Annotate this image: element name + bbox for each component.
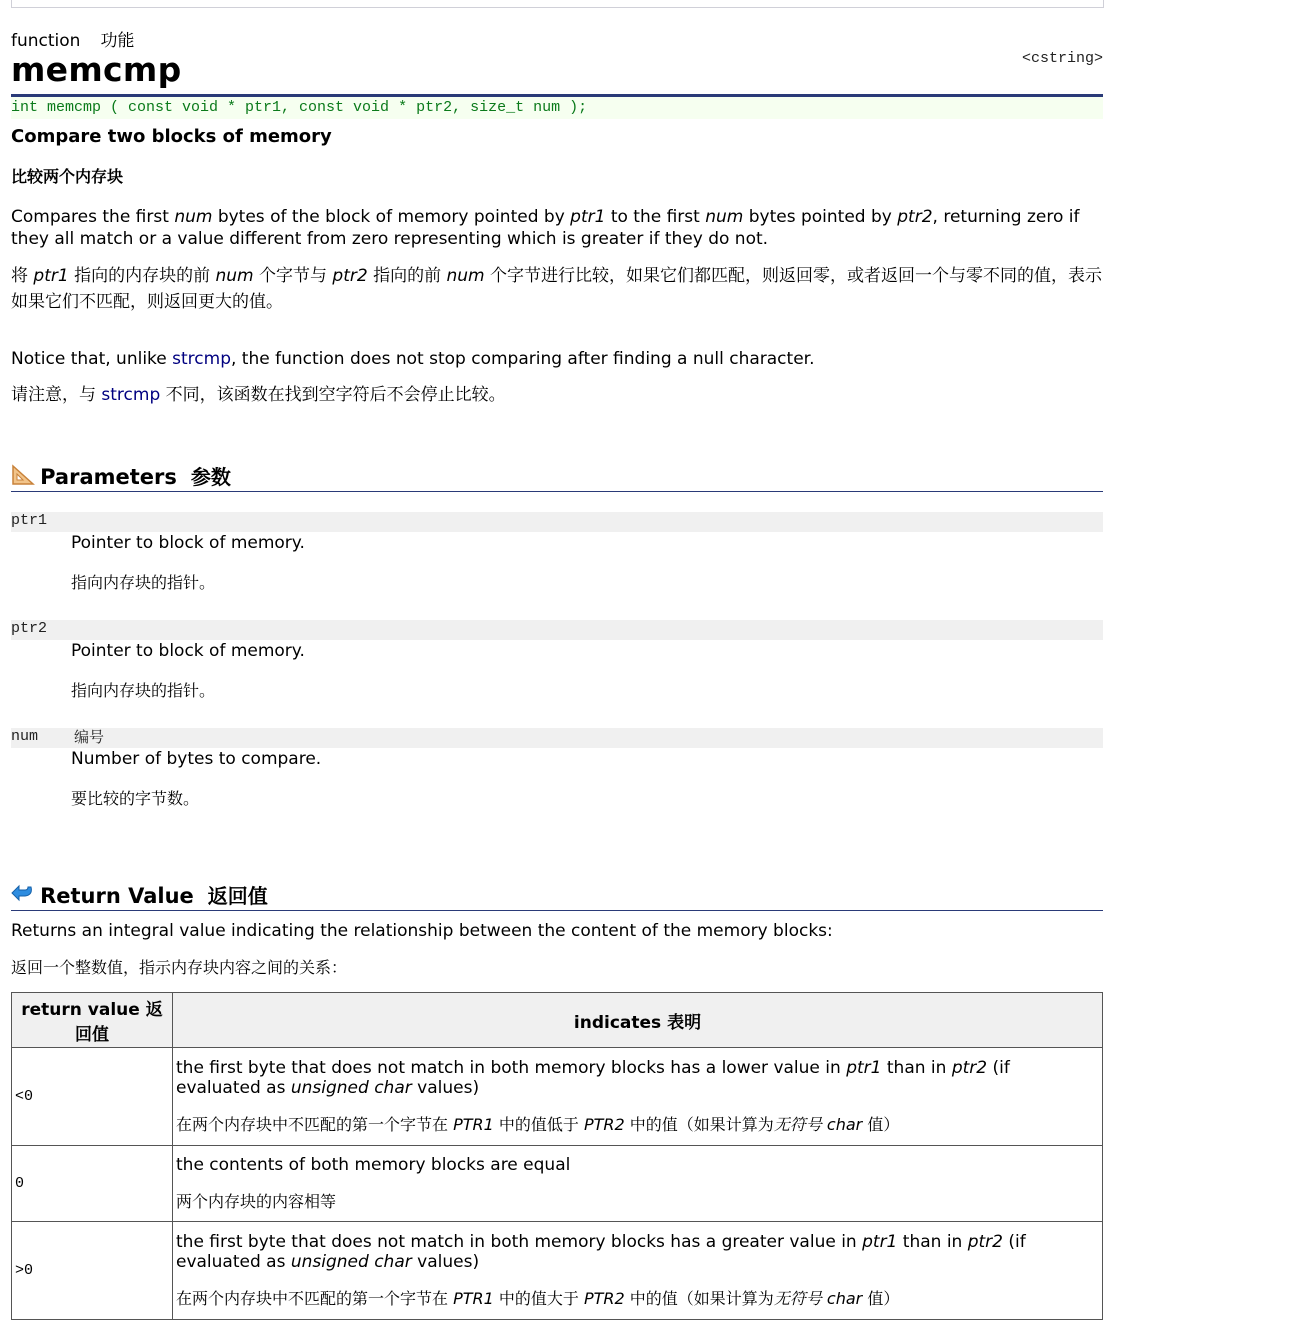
text: (if evaluated as [176,1232,1026,1272]
text: values) [411,1252,480,1272]
param-name: num [11,728,39,745]
ruler-triangle-icon [11,462,35,486]
text: 值） [862,1115,900,1134]
param-desc-zh: 指向内存块的指针。 [71,573,216,592]
header-library-link[interactable]: <cstring> [1021,50,1103,67]
return-arrow-icon [11,881,35,905]
summary-en: Compare two blocks of memory [11,126,332,147]
param-ref: ptr2 [951,1058,988,1078]
entity-kind-zh: 功能 [100,31,135,51]
return-value-rule [11,910,1103,911]
param-ref: ptr1 [846,1058,882,1078]
type-ref: unsigned char [290,1078,412,1098]
return-value-cell: <0 [12,1048,173,1146]
indicates-zh: 两个内存块的内容相等 [176,1192,337,1211]
param-ref: num [174,207,213,227]
param-ref: PTR2 [584,1289,625,1308]
text: 在两个内存块中不匹配的第一个字节在 [176,1115,454,1134]
column-header-return-value: return value 返回值 [12,993,173,1048]
text: 指向的内存块的前 [68,266,216,286]
text: (if evaluated as [176,1058,1010,1098]
entity-kind-label: function [11,31,81,51]
param-desc-zh: 指向内存块的指针。 [71,681,216,700]
param-ref: num [705,207,744,227]
parameters-title: Parameters [40,465,177,489]
return-value-cell: 0 [12,1146,173,1222]
param-ref: PTR2 [584,1115,625,1134]
summary-zh: 比较两个内存块 [11,167,124,186]
indicates-cell [173,1048,1103,1146]
text: values) [411,1078,480,1098]
text: bytes pointed by [743,207,898,227]
strcmp-link[interactable]: strcmp [172,349,231,369]
return-intro-zh: 返回一个整数值，指示内存块内容之间的关系： [11,958,348,977]
indicates-cell [173,1222,1103,1320]
param-ref: ptr2 [967,1232,1003,1252]
text: 值） [862,1289,900,1308]
indicates-en: the contents of both memory blocks are equal [176,1155,571,1175]
return-value-cell: >0 [12,1222,173,1320]
indicates-cell [173,1146,1103,1222]
param-ref: num [215,266,254,286]
text: 将 [11,266,34,286]
param-ref: ptr1 [862,1232,898,1252]
strcmp-link-zh[interactable]: strcmp [101,385,161,405]
return-value-heading [11,880,268,909]
indicates-en [176,1058,1099,1098]
param-desc-zh: 要比较的字节数。 [71,789,200,808]
parameters-title-zh: 参数 [190,465,231,489]
param-ref: ptr2 [897,207,933,227]
return-value-title-zh: 返回值 [207,884,268,908]
text: , the function does not stop comparing after finding a null character. [231,349,815,369]
param-bar [11,728,1103,748]
param-desc-en: Pointer to block of memory. [71,533,305,553]
text: Compares the first [11,207,175,227]
description-paragraph-en [11,206,1103,250]
prototype: int memcmp ( const void * ptr1, const void * ptr2, size_t num ); [11,97,1103,119]
text: to the first [605,207,706,227]
param-bar [11,512,1103,532]
param-bar [11,620,1103,640]
text: 中的值低于 [493,1115,584,1134]
param-ref: ptr1 [33,266,69,286]
description-paragraph-zh [11,263,1103,315]
text: 中的值（如果计算为 [624,1289,774,1308]
text: 中的值（如果计算为 [624,1115,774,1134]
indicates-en [176,1232,1099,1272]
text: 中的值大于 [493,1289,584,1308]
param-ref: ptr1 [570,207,606,227]
text: , returning zero if they all match or a value different from zero representing which is greater if they do not. [11,207,1080,249]
text: than in [881,1058,952,1078]
table-row [12,1048,1103,1146]
text: 个字节与 [253,266,333,286]
text: the first byte that does not match in both memory blocks has a lower value in [176,1058,847,1078]
param-ref: num [446,266,485,286]
table-row [12,1146,1103,1222]
text: 在两个内存块中不匹配的第一个字节在 [176,1289,454,1308]
column-header-indicates: indicates 表明 [173,993,1103,1048]
entity-kind [11,26,134,51]
parameters-rule [11,491,1103,492]
param-desc-en: Pointer to block of memory. [71,641,305,661]
param-desc-en: Number of bytes to compare. [71,749,322,769]
param-name: ptr1 [11,512,48,529]
indicates-zh [176,1286,1099,1309]
type-ref: unsigned char [290,1252,412,1272]
text: 不同，该函数在找到空字符后不会停止比较。 [160,385,506,405]
param-ref: PTR1 [453,1115,494,1134]
return-intro-en: Returns an integral value indicating the relationship between the content of the memory blocks: [11,921,833,941]
param-ref: ptr2 [332,266,368,286]
text: 请注意，与 [11,385,102,405]
text: the first byte that does not match in both memory blocks has a greater value in [176,1232,863,1252]
table-row [12,1222,1103,1320]
page-title: memcmp [11,50,182,89]
return-value-title: Return Value [40,884,194,908]
type-ref: 无符号 char [773,1289,863,1308]
indicates-zh [176,1112,1099,1135]
return-value-table [11,992,1103,1320]
text: 指向的前 [367,266,447,286]
notice-paragraph-en [11,348,815,370]
text: than in [897,1232,968,1252]
table-header-row [12,993,1103,1048]
text: 个字节进行比较，如果它们都匹配，则返回零，或者返回一个与零不同的值，表示如果它们不匹配，则返回更大的值。 [11,266,1102,312]
type-ref: 无符号 char [773,1115,863,1134]
param-note: 编号 [74,728,105,746]
notice-paragraph-zh [11,384,506,406]
text: bytes of the block of memory pointed by [212,207,571,227]
parameters-heading [11,461,231,490]
top-frame [11,0,1104,8]
text: Notice that, unlike [11,349,173,369]
param-name: ptr2 [11,620,48,637]
param-ref: PTR1 [453,1289,494,1308]
